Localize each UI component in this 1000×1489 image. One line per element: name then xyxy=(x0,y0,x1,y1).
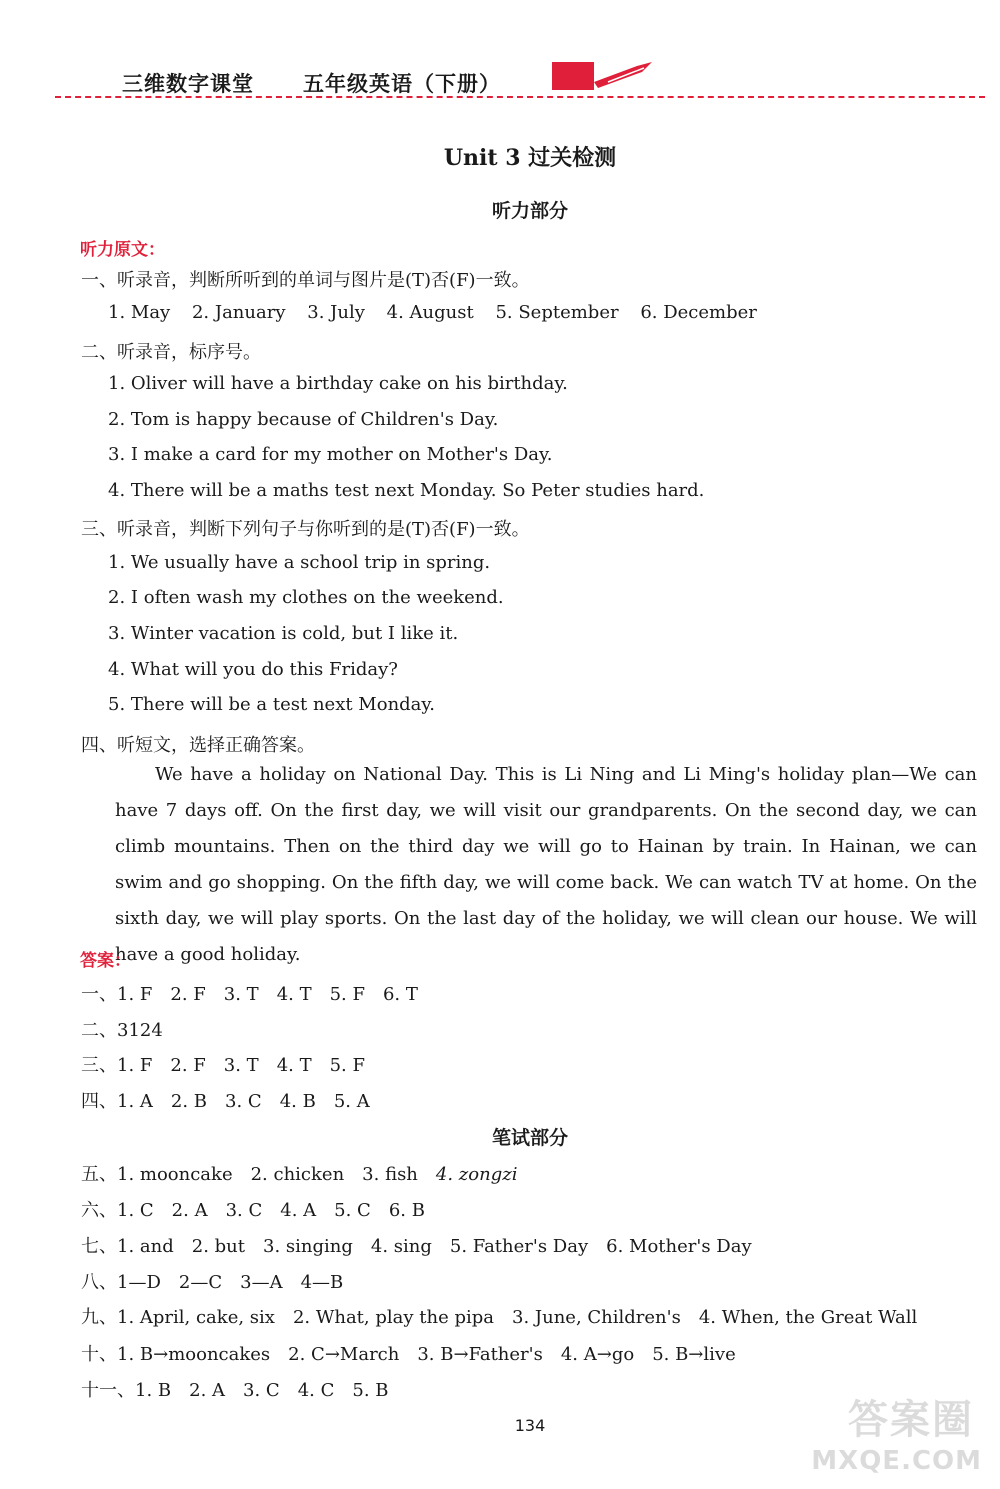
answer-item: 2. What, play the pipa xyxy=(292,1307,494,1328)
list-item: 4. August xyxy=(386,302,474,323)
answers-label: 答案： xyxy=(80,951,131,971)
answer-item: 5. F xyxy=(329,1055,365,1076)
answer-item: 4. When, the Great Wall xyxy=(698,1307,918,1328)
answer-item: 5. F xyxy=(329,984,365,1005)
answer-lead: 十一、 xyxy=(81,1380,135,1401)
answer-lead: 三、 xyxy=(81,1055,117,1076)
list-item: 4. What will you do this Friday? xyxy=(108,659,398,680)
list-item: 4. There will be a maths test next Monday. So Peter studies hard. xyxy=(108,480,705,501)
answer-item: 2. F xyxy=(170,984,206,1005)
answer-item: 2. F xyxy=(170,1055,206,1076)
answer-item: 6. T xyxy=(382,984,418,1005)
written-heading: 笔试部分 xyxy=(491,1127,568,1149)
answer-item: 3. June, Children's xyxy=(512,1307,681,1328)
q1-instruction: 一、听录音，判断所听到的单词与图片是(T)否(F)一致。 xyxy=(81,270,530,291)
answer-lead: 四、 xyxy=(81,1091,117,1112)
answer-item: 3124 xyxy=(117,1020,163,1041)
answer-item: 4. T xyxy=(276,1055,312,1076)
watermark-logo xyxy=(802,1388,992,1488)
answer-item: 3. C xyxy=(243,1380,280,1401)
list-item: 5. There will be a test next Monday. xyxy=(108,694,435,715)
q3-instruction: 三、听录音，判断下列句子与你听到的是(T)否(F)一致。 xyxy=(81,519,530,540)
answer-row xyxy=(81,1268,361,1294)
list-item: 2. Tom is happy because of Children's Day. xyxy=(108,409,499,430)
answer-row xyxy=(81,1303,935,1329)
answer-item: 4—B xyxy=(300,1272,344,1293)
answer-row xyxy=(81,1376,407,1402)
answer-item: 6. B xyxy=(388,1200,425,1221)
answer-row xyxy=(81,1232,770,1258)
answer-item: 3. fish xyxy=(362,1164,418,1185)
header-book-title: 三维数字课堂 xyxy=(122,71,254,96)
answer-lead: 七、 xyxy=(81,1236,117,1257)
answer-item: 2. A xyxy=(189,1380,226,1401)
q4-passage xyxy=(115,757,977,973)
answer-lead: 一、 xyxy=(81,984,117,1005)
answer-item: 4. A→go xyxy=(560,1344,635,1365)
listening-heading: 听力部分 xyxy=(491,200,568,222)
answer-item: 6. Mother's Day xyxy=(606,1236,752,1257)
answer-item: 2—C xyxy=(178,1272,223,1293)
answer-item: 4. A xyxy=(280,1200,317,1221)
answer-item: 3—A xyxy=(240,1272,283,1293)
answer-item: 3. C xyxy=(225,1091,262,1112)
script-label: 听力原文： xyxy=(80,240,165,260)
answer-item: 3. B→Father's xyxy=(417,1344,543,1365)
answer-item: 2. B xyxy=(170,1091,208,1112)
answer-row xyxy=(81,1051,383,1077)
answer-item: 4. sing xyxy=(370,1236,432,1257)
list-item: 2. January xyxy=(191,302,286,323)
answer-row xyxy=(81,980,436,1006)
answer-row xyxy=(81,1016,181,1042)
answer-item: 3. C xyxy=(225,1200,263,1221)
page-title: Unit 3 过关检测 xyxy=(443,145,617,171)
answer-item: 2. C→March xyxy=(288,1344,400,1365)
answer-item: 1—D xyxy=(117,1272,161,1293)
passage-text: We have a holiday on National Day. This is Li Ning and Li Ming's holiday plan—We can have 7 days off. On the first day, we will visit our grandparents. On the second day, we can climb mountains. Then on the third day we will go to Hainan by train. In Hainan, we can swim and go shopping. On the fifth day, we will come back. We can watch TV at home. On the sixth day, we will play sports. On the last day of the holiday, we will clean our house. We will have a good holiday. xyxy=(115,764,977,965)
answer-item: 1. A xyxy=(117,1091,153,1112)
answer-lead: 八、 xyxy=(81,1272,117,1293)
answer-item: 5. B→live xyxy=(652,1344,736,1365)
answer-item: 2. chicken xyxy=(250,1164,345,1185)
answer-item: 3. T xyxy=(223,984,259,1005)
answer-row xyxy=(81,1087,388,1113)
answer-item: 1. B xyxy=(135,1380,172,1401)
list-item: 1. Oliver will have a birthday cake on his birthday. xyxy=(108,373,568,394)
answer-row xyxy=(81,1340,754,1366)
answer-item: 3. T xyxy=(223,1055,259,1076)
list-item: 6. December xyxy=(640,302,757,323)
list-item: 1. May xyxy=(108,302,171,323)
answer-item: 2. A xyxy=(171,1200,208,1221)
q4-instruction: 四、听短文，选择正确答案。 xyxy=(81,735,315,756)
answer-item: 4. T xyxy=(276,984,312,1005)
answer-item: 5. B xyxy=(352,1380,389,1401)
answer-item: 5. C xyxy=(334,1200,371,1221)
answer-item: 1. F xyxy=(117,1055,153,1076)
rocket-icon xyxy=(552,60,652,96)
answer-item: 1. mooncake xyxy=(117,1164,233,1185)
answer-item: 1. F xyxy=(117,984,153,1005)
q2-instruction: 二、听录音，标序号。 xyxy=(81,342,261,363)
answer-item: 1. C xyxy=(117,1200,154,1221)
answer-lead: 二、 xyxy=(81,1020,117,1041)
watermark-text: 答案圈 xyxy=(848,1397,974,1443)
answer-item: 2. but xyxy=(191,1236,245,1257)
q1-items xyxy=(108,302,773,323)
answer-item: 4. B xyxy=(279,1091,316,1112)
answer-lead: 九、 xyxy=(81,1307,117,1328)
answer-item: 4. zongzi xyxy=(435,1164,518,1185)
answer-item: 1. and xyxy=(117,1236,174,1257)
list-item: 3. July xyxy=(307,302,365,323)
page-number: 134 xyxy=(514,1416,546,1435)
answer-item: 4. C xyxy=(297,1380,335,1401)
answer-item: 5. A xyxy=(333,1091,370,1112)
list-item: 3. Winter vacation is cold, but I like it. xyxy=(108,623,459,644)
answer-item: 5. Father's Day xyxy=(449,1236,589,1257)
page-header xyxy=(0,0,1000,110)
list-item: 1. We usually have a school trip in spring. xyxy=(108,552,491,573)
watermark-url: MXQE.COM xyxy=(811,1446,982,1476)
answer-item: 1. April, cake, six xyxy=(117,1307,275,1328)
list-item: 2. I often wash my clothes on the weekend. xyxy=(108,587,504,608)
answer-row xyxy=(81,1160,535,1186)
header-divider xyxy=(55,96,985,98)
header-subject: 五年级英语（下册） xyxy=(303,71,501,96)
list-item: 3. I make a card for my mother on Mother's Day. xyxy=(108,444,553,465)
answer-item: 1. B→mooncakes xyxy=(117,1344,271,1365)
answer-lead: 六、 xyxy=(81,1200,117,1221)
answer-lead: 十、 xyxy=(81,1344,117,1365)
answer-lead: 五、 xyxy=(81,1164,117,1185)
answer-row xyxy=(81,1196,443,1222)
list-item: 5. September xyxy=(495,302,619,323)
answer-item: 3. singing xyxy=(263,1236,353,1257)
